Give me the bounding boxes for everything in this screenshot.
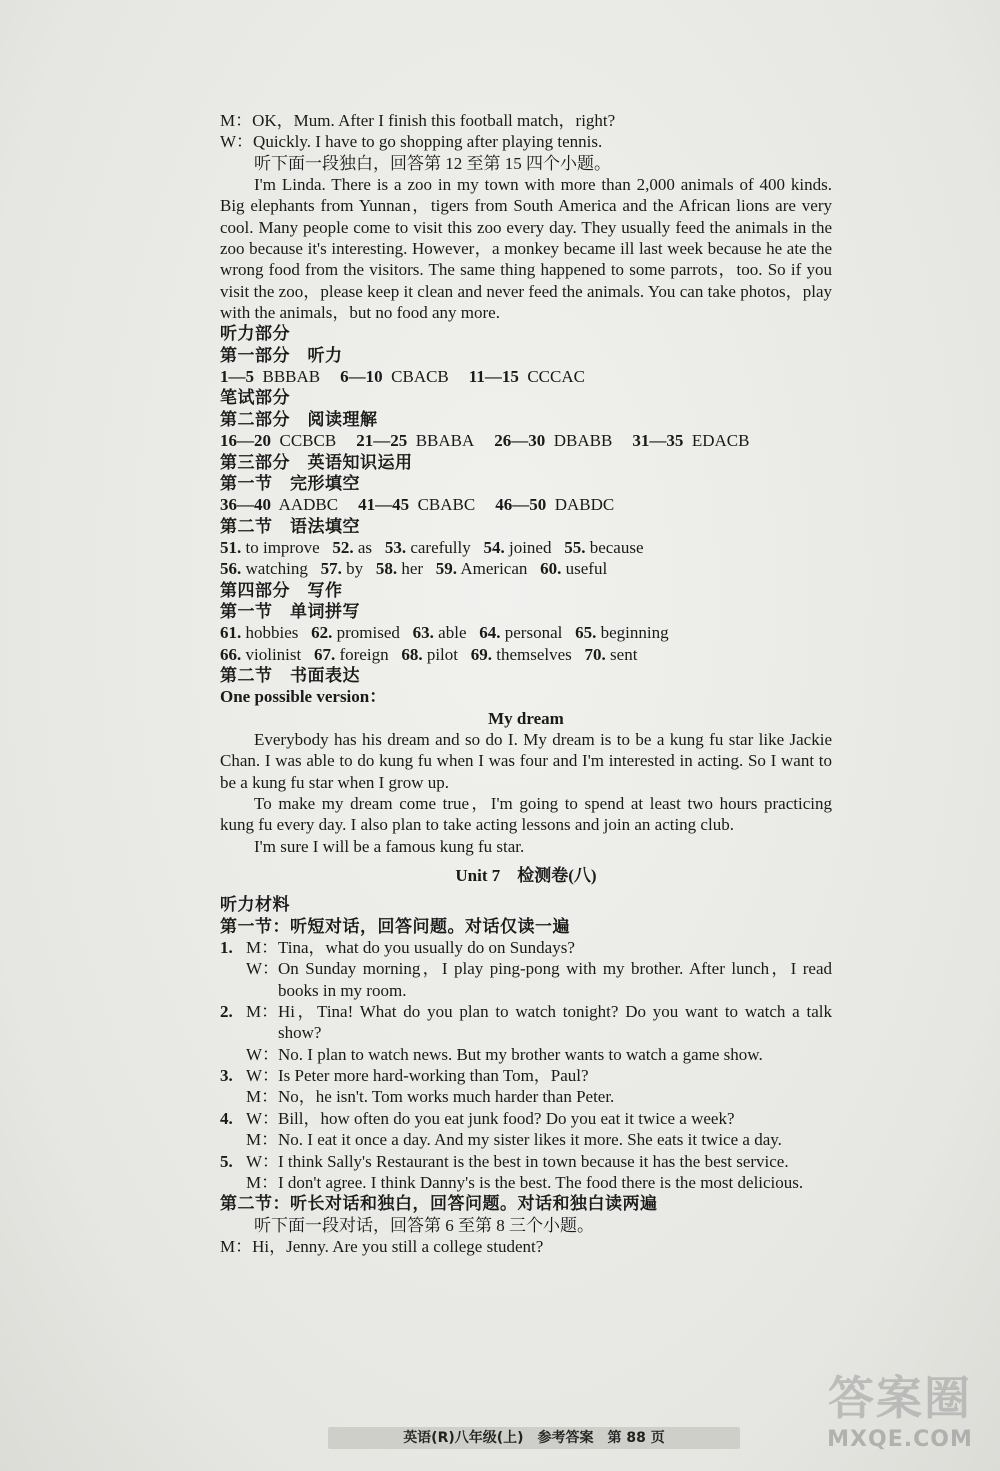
- utterance: I don't agree. I think Danny's is the best. The food there is the most delicious.: [278, 1172, 804, 1192]
- answer-group: [220, 430, 336, 451]
- materials-heading: 听力材料: [220, 895, 290, 915]
- answer-range: 11—15: [468, 367, 519, 387]
- utterance: Tina，what do you usually do on Sundays?: [278, 938, 575, 958]
- dialogue-number: 2.: [220, 1002, 233, 1022]
- speaker: W：: [246, 1044, 280, 1064]
- item-word: pilot: [426, 644, 458, 664]
- item-word: themselves: [496, 644, 572, 664]
- answer-range: 6—10: [340, 367, 383, 387]
- speaker: W：: [246, 1151, 280, 1171]
- item-number: 70.: [584, 644, 606, 664]
- dialogue-line: [220, 1172, 832, 1193]
- item-word: hobbies: [245, 623, 299, 643]
- written-heading: 笔试部分: [220, 388, 290, 408]
- dialogue-line: [220, 1129, 832, 1150]
- dialogue-line: W：Quickly. I have to go shopping after playing tennis.: [220, 132, 603, 152]
- item-number: 52.: [332, 537, 354, 557]
- item-number: 51.: [220, 537, 242, 557]
- part2-heading: 第二部分 阅读理解: [220, 409, 378, 429]
- item-number: 60.: [540, 559, 562, 579]
- item-number: 58.: [375, 559, 398, 579]
- grammar-row: [220, 537, 832, 558]
- item-number: 57.: [320, 559, 342, 579]
- essay-paragraph: I'm sure I will be a famous kung fu star.: [254, 836, 525, 856]
- dialogue-line: [220, 1065, 832, 1086]
- possible-version-label: One possible version：: [220, 687, 387, 707]
- answer-group: [495, 494, 614, 515]
- dialogue-number: 1.: [220, 938, 233, 958]
- item-word: violinist: [245, 644, 302, 664]
- part1-heading: 第一部分 听力: [220, 345, 343, 365]
- speaker: M：: [246, 938, 279, 958]
- item-word: American: [460, 559, 528, 579]
- dialogue-item: [220, 1065, 832, 1108]
- dialogue-number: 3.: [220, 1066, 233, 1086]
- answer-group: [220, 366, 320, 387]
- answer-range: 1—5: [220, 367, 254, 387]
- speaker: M：: [246, 1130, 279, 1150]
- dialogue-line: [220, 937, 832, 958]
- answer-letters: BBBAB: [262, 367, 321, 387]
- essay-title: My dream: [488, 708, 564, 728]
- answer-group: [358, 494, 475, 515]
- dialogue-item: [220, 1001, 832, 1065]
- item-word: her: [401, 559, 424, 579]
- speaker: W：: [246, 1066, 280, 1086]
- cloze-heading: 第一节 完形填空: [220, 473, 360, 493]
- cloze-answers: [220, 494, 832, 515]
- item-number: 62.: [311, 623, 333, 643]
- monologue-paragraph: I'm Linda. There is a zoo in my town with more than 2,000 animals of 400 kinds. Big elephants from Yunnan，tigers from South America and the African lions are very cool. Many people come to visit this zoo every day. They usually feed the animals in the zoo because it's interesting. However，a monkey became ill last week because he ate the wrong food from the visitors. The same thing happened to some parrots，too. So if you visit the zoo，please keep it clean and never feed the animals. You can take photos，play with the animals，but no food any more.: [220, 175, 832, 323]
- dialogue-line: [220, 1108, 832, 1129]
- answer-range: 41—45: [358, 495, 410, 515]
- item-number: 66.: [220, 644, 242, 664]
- utterance: I think Sally's Restaurant is the best in town because it has the best service.: [278, 1151, 789, 1171]
- answer-range: 16—20: [220, 431, 271, 451]
- speaker: M：: [246, 1002, 279, 1022]
- utterance: Bill，how often do you eat junk food? Do you eat it twice a week?: [278, 1108, 735, 1128]
- item-word: because: [589, 537, 644, 557]
- item-word: able: [438, 623, 467, 643]
- item-word: promised: [336, 623, 400, 643]
- speaker: M：: [246, 1172, 279, 1192]
- speaker: W：: [246, 1108, 280, 1128]
- answer-range: 31—35: [632, 431, 684, 451]
- item-word: watching: [245, 559, 308, 579]
- answer-group: [469, 366, 585, 387]
- utterance: No. I plan to watch news. But my brother wants to watch a game show.: [278, 1044, 763, 1064]
- answer-letters: CCBCB: [279, 431, 337, 451]
- item-number: 59.: [435, 559, 458, 579]
- utterance: On Sunday morning，I play ping-pong with my brother. After lunch，I read books in my room.: [278, 959, 832, 1000]
- speaker: W：: [246, 959, 280, 979]
- item-word: as: [357, 537, 373, 557]
- item-word: sent: [610, 644, 638, 664]
- dialogue-line: [220, 1001, 832, 1044]
- dialogue-line: M：OK，Mum. After I finish this football match，right?: [220, 111, 616, 130]
- answer-group: [494, 430, 612, 451]
- dialogue-item: [220, 1151, 832, 1194]
- watermark-url: MXQE.COM: [827, 1427, 973, 1452]
- item-number: 68.: [401, 644, 423, 664]
- dialogue-line: [220, 958, 832, 1001]
- answer-range: 46—50: [495, 495, 547, 515]
- answer-letters: AADBC: [278, 495, 339, 515]
- part4-heading: 第四部分 写作: [220, 580, 343, 600]
- item-number: 63.: [412, 623, 434, 643]
- item-word: useful: [565, 559, 608, 579]
- dialogue-line: [220, 1044, 832, 1065]
- answer-group: [632, 430, 749, 451]
- item-word: beginning: [600, 623, 669, 643]
- page-footer: 英语(R)八年级(上) 参考答案 第 88 页: [328, 1427, 740, 1449]
- item-number: 65.: [575, 623, 597, 643]
- item-word: foreign: [339, 644, 389, 664]
- item-number: 53.: [384, 537, 407, 557]
- item-word: personal: [504, 623, 563, 643]
- dialogue-item: [220, 1108, 832, 1151]
- writing-heading: 第二节 书面表达: [220, 665, 360, 685]
- answer-group: [340, 366, 449, 387]
- spelling-heading: 第一节 单词拼写: [220, 601, 360, 621]
- answer-group: [220, 494, 338, 515]
- spelling-row: [220, 644, 832, 665]
- instruction-6-8: 听下面一段对话，回答第 6 至第 8 三个小题。: [254, 1215, 594, 1235]
- item-number: 64.: [479, 623, 501, 643]
- answer-range: 36—40: [220, 495, 271, 515]
- answer-letters: CCCAC: [527, 367, 585, 387]
- essay-paragraph: Everybody has his dream and so do I. My dream is to be a kung fu star like Jackie Chan. I was able to do kung fu when I was four and I'm interested in acting. So I want to be a kung fu star when I grow up.: [220, 729, 832, 792]
- dialogue-line: [220, 1151, 832, 1172]
- dialogue-number: 4.: [220, 1108, 233, 1128]
- part2-answers: [220, 430, 832, 451]
- dialogue-line: [220, 1086, 832, 1107]
- grammar-row: [220, 558, 832, 579]
- section2-heading: 第二节：听长对话和独白，回答问题。对话和独白读两遍: [220, 1194, 658, 1214]
- answer-range: 21—25: [356, 431, 408, 451]
- utterance: No，he isn't. Tom works much harder than Peter.: [278, 1087, 615, 1107]
- answer-letters: CBABC: [417, 495, 476, 515]
- listening-heading: 听力部分: [220, 324, 290, 344]
- answer-letters: EDACB: [691, 431, 750, 451]
- answer-range: 26—30: [494, 431, 546, 451]
- dialogue-number: 5.: [220, 1151, 233, 1171]
- speaker: M：: [246, 1087, 279, 1107]
- dialogue-item: [220, 937, 832, 1001]
- instruction-12-15: 听下面一段独白，回答第 12 至第 15 四个小题。: [254, 153, 611, 173]
- item-number: 54.: [483, 537, 505, 557]
- utterance: No. I eat it once a day. And my sister likes it more. She eats it twice a day.: [278, 1130, 782, 1150]
- answer-letters: DABDC: [554, 495, 615, 515]
- part3-heading: 第三部分 英语知识运用: [220, 452, 413, 472]
- item-number: 56.: [220, 559, 242, 579]
- essay-paragraph: To make my dream come true，I'm going to spend at least two hours practicing kung fu every day. I also plan to take acting lessons and join an acting club.: [220, 794, 832, 835]
- section1-heading: 第一节：听短对话，回答问题。对话仅读一遍: [220, 916, 570, 936]
- answer-group: [356, 430, 474, 451]
- answer-content: [220, 110, 832, 1257]
- answer-letters: CBACB: [391, 367, 449, 387]
- unit-title: Unit 7 检测卷(八): [455, 866, 597, 886]
- item-word: carefully: [410, 537, 471, 557]
- utterance: Hi，Tina! What do you plan to watch tonight? Do you want to watch a talk show?: [278, 1002, 832, 1043]
- watermark-text: 答案圈: [828, 1371, 972, 1425]
- item-number: 55.: [564, 537, 586, 557]
- utterance: Is Peter more hard-working than Tom，Paul?: [278, 1066, 589, 1086]
- item-number: 69.: [470, 644, 492, 664]
- item-word: to improve: [245, 537, 320, 557]
- item-word: by: [346, 559, 364, 579]
- dialogue-line: M：Hi，Jenny. Are you still a college student?: [220, 1236, 544, 1256]
- watermark-logo: [820, 1370, 980, 1465]
- item-number: 61.: [220, 623, 242, 643]
- item-number: 67.: [313, 644, 336, 664]
- spelling-row: [220, 622, 832, 643]
- answer-letters: BBABA: [415, 431, 475, 451]
- part1-answers: [220, 366, 832, 387]
- item-word: joined: [508, 537, 552, 557]
- grammar-heading: 第二节 语法填空: [220, 516, 360, 536]
- answer-letters: DBABB: [553, 431, 613, 451]
